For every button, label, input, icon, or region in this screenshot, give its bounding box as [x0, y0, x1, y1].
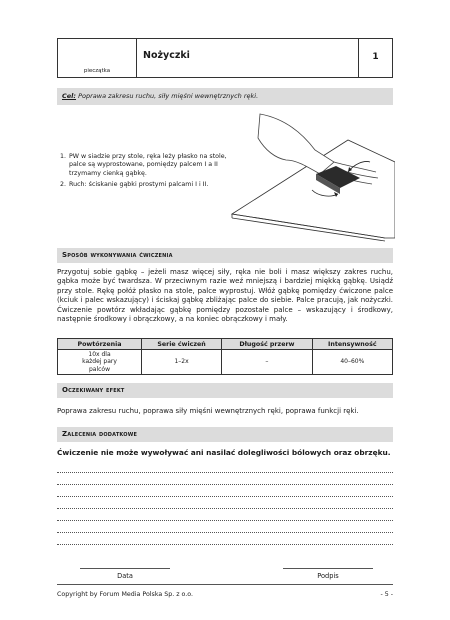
step-item: 2. Ruch: ściskanie gąbki prostymi palcami I i II.	[60, 181, 209, 189]
notes-line	[57, 484, 393, 485]
stamp-label: pieczątka	[83, 68, 111, 74]
copyright-text: Copyright by Forum Media Polska Sp. z o.o.	[57, 591, 194, 598]
exercise-title: Nożyczki	[137, 39, 359, 77]
hand-illustration	[220, 110, 395, 245]
header-table	[57, 38, 393, 78]
pause-cell: –	[222, 350, 312, 375]
col-header: Długość przerw	[222, 339, 312, 350]
notes-line	[57, 472, 393, 473]
parameters-table	[57, 338, 393, 375]
goal-bar	[57, 88, 393, 105]
step-text: PW w siadzie przy stole, ręka leży płasko na stole, palce są wyprostowane, pomiędzy palcem I a II trzymamy cienką gąbkę.	[69, 153, 227, 177]
notes-line	[57, 520, 393, 521]
stamp-cell	[58, 39, 137, 77]
recommendations-heading: Zalecenia dodatkowe	[57, 427, 393, 442]
goal-label: Cel:	[62, 92, 77, 100]
notes-line	[57, 496, 393, 497]
warning-text: Ćwiczenie nie może wywoływać ani nasilać dolegliwości bólowych oraz obrzęku.	[57, 448, 391, 457]
footer	[57, 584, 393, 598]
notes-line	[57, 532, 393, 533]
notes-line	[57, 544, 393, 545]
exercise-number: 1	[372, 52, 379, 62]
date-signature-line: Data	[80, 568, 170, 580]
signature-line: Podpis	[283, 568, 373, 580]
expected-text: Poprawa zakresu ruchu, poprawa siły mięśni wewnętrznych ręki, poprawa funkcji ręki.	[57, 407, 359, 415]
col-header: Intensywność	[312, 339, 392, 350]
page-number: - 5 -	[380, 591, 393, 598]
intensity-cell: 40–60%	[312, 350, 392, 375]
col-header: Powtórzenia	[58, 339, 142, 350]
steps-list	[60, 153, 230, 193]
notes-line	[57, 508, 393, 509]
col-header: Serie ćwiczeń	[142, 339, 222, 350]
step-item: 1. PW w siadzie przy stole, ręka leży płasko na stole, palce są wyprostowane, pomiędzy palcem I a II trzymamy cienką gąbkę.	[60, 153, 230, 178]
table-row	[58, 350, 393, 375]
series-cell: 1–2x	[142, 350, 222, 375]
method-text: Przygotuj sobie gąbkę – jeżeli masz więcej siły, ręka nie boli i masz większy zakres ruchu, gąbka może być twardsza. W przeciwnym razie weź mniejszą i bardziej miękką gąbkę. Usiądź przy stole. Rękę połóż płasko na stole, palce wyprostuj. Włóż gąbkę pomiędzy ćwiczone palce (kciuk i palec wskazujący) i ściskaj gąbkę zbliżając palce do siebie. Palce pracują, jak nożyczki. Ćwiczenie powtórz wkładając gąbkę pomiędzy pozostałe palce – wskazujący i środkowy, następnie środkowy i obrączkowy, a na koniec obrączkowy i mały.	[57, 268, 393, 324]
method-heading: Sposób wykonywania ćwiczenia	[57, 248, 393, 263]
step-text: Ruch: ściskanie gąbki prostymi palcami I i II.	[69, 181, 209, 189]
expected-heading: Oczekiwany efekt	[57, 383, 393, 398]
goal-text: Poprawa zakresu ruchu, siły mięśni wewnętrznych ręki.	[78, 92, 259, 100]
reps-cell: 10x dla każdej pary palców	[58, 350, 142, 375]
